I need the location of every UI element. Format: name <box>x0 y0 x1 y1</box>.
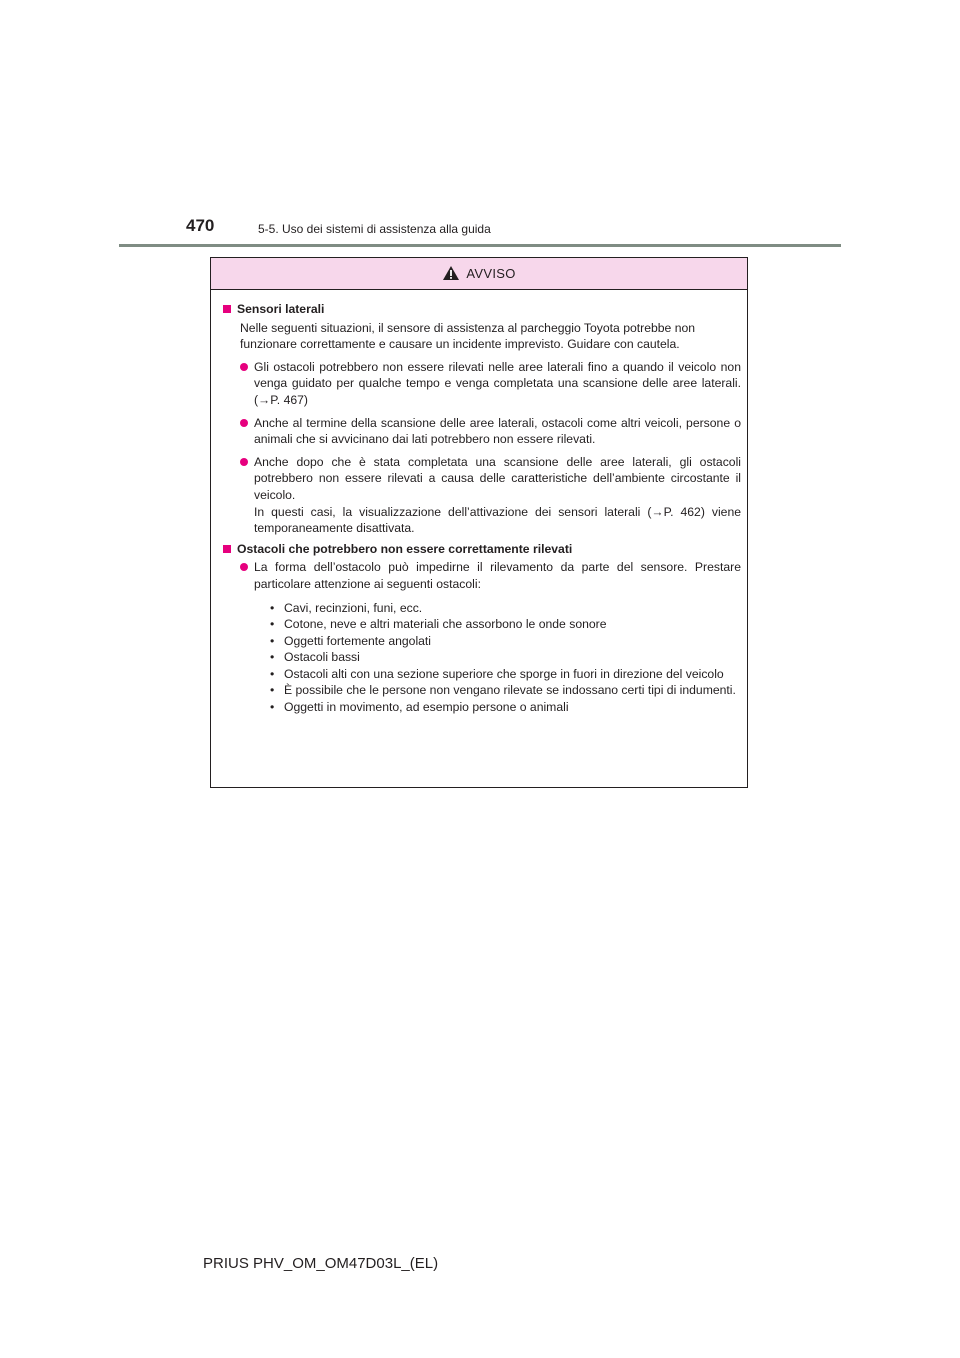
sub-list-text: Oggetti fortemente angolati <box>284 633 432 648</box>
section-heading-text: Ostacoli che potrebbero non essere correttamente rilevati <box>237 541 573 556</box>
sub-bullet-mark: • <box>270 683 275 698</box>
obstacle-sub-list <box>223 600 741 716</box>
section-intro: Nelle seguenti situazioni, il sensore di assistenza al parcheggio Toyota potrebbe non funzionare correttamente e causare un incidente imprevisto. Guidare con cautela. <box>240 320 696 352</box>
square-bullet-icon <box>223 305 231 313</box>
sub-list-item <box>270 633 741 650</box>
warning-triangle-icon <box>442 265 460 281</box>
section-heading-side-sensors <box>223 301 741 318</box>
page-number: 470 <box>186 216 215 235</box>
list-item-text: Anche dopo che è stata completata una scansione delle aree laterali, gli ostacoli potrebbero non essere rilevati a causa delle caratteristiche dell’ambiente circostante il veicolo. <box>254 454 741 502</box>
list-item-body <box>254 454 741 537</box>
sub-list-text: È possibile che le persone non vengano rilevate se indossano certi tipi di indumenti. <box>284 683 736 698</box>
list-item-text: La forma dell’ostacolo può impedirne il rilevamento da parte del sensore. Prestare particolare attenzione ai seguenti ostacoli: <box>254 560 741 591</box>
footer-model-code: PRIUS PHV_OM_OM47D03L_(EL) <box>203 1255 439 1272</box>
warning-label: AVVISO <box>466 266 516 281</box>
sub-list-text: Oggetti in movimento, ad esempio persone o animali <box>284 700 569 715</box>
round-bullet-icon <box>240 458 248 466</box>
section-heading-text: Sensori laterali <box>237 302 325 316</box>
sub-list-item <box>270 699 741 716</box>
round-bullet-icon <box>240 419 248 427</box>
sub-bullet-mark: • <box>270 633 275 648</box>
section-title: 5-5. Uso dei sistemi di assistenza alla guida <box>258 222 491 236</box>
section-heading-obstacles <box>223 541 741 558</box>
list-item-text: Anche al termine della scansione delle aree laterali, ostacoli come altri veicoli, persone o animali che si avvicinano dai lati potrebbero non essere rilevati. <box>254 415 741 447</box>
sub-bullet-mark: • <box>270 617 275 632</box>
round-bullet-icon <box>240 363 248 371</box>
list-item-text: Gli ostacoli potrebbero non essere rilevati nelle aree laterali fino a quando il veicolo non venga guidato per qualche tempo e venga completata una scansione delle aree laterali. (→P. 467) <box>254 359 741 407</box>
list-item <box>223 415 741 448</box>
warning-box <box>210 257 748 788</box>
warning-header <box>211 258 747 290</box>
sub-bullet-mark: • <box>270 666 275 681</box>
list-item <box>223 454 741 537</box>
sub-bullet-mark: • <box>270 650 275 665</box>
sub-list-item <box>270 616 741 633</box>
sub-list-item <box>270 600 741 617</box>
sub-list-item <box>270 649 741 666</box>
warning-content <box>211 290 747 716</box>
sub-bullet-mark: • <box>270 700 275 715</box>
list-item <box>223 359 741 409</box>
sub-list-text: Ostacoli alti con una sezione superiore che sporge in fuori in direzione del veicolo <box>284 666 724 681</box>
round-bullet-icon <box>240 563 248 571</box>
sub-list-item <box>270 666 741 683</box>
list-item <box>223 559 741 592</box>
sub-list-text: Cotone, neve e altri materiali che assorbono le onde sonore <box>284 617 607 632</box>
list-item-note: In questi casi, la visualizzazione dell’attivazione dei sensori laterali (→P. 462) viene temporaneamente disattivata. <box>254 504 741 536</box>
sub-bullet-mark: • <box>270 600 275 615</box>
sub-list-text: Cavi, recinzioni, funi, ecc. <box>284 600 423 615</box>
sub-list-item <box>270 682 741 699</box>
header-rule <box>119 244 841 247</box>
square-bullet-icon <box>223 545 231 553</box>
sub-list-text: Ostacoli bassi <box>284 650 360 665</box>
